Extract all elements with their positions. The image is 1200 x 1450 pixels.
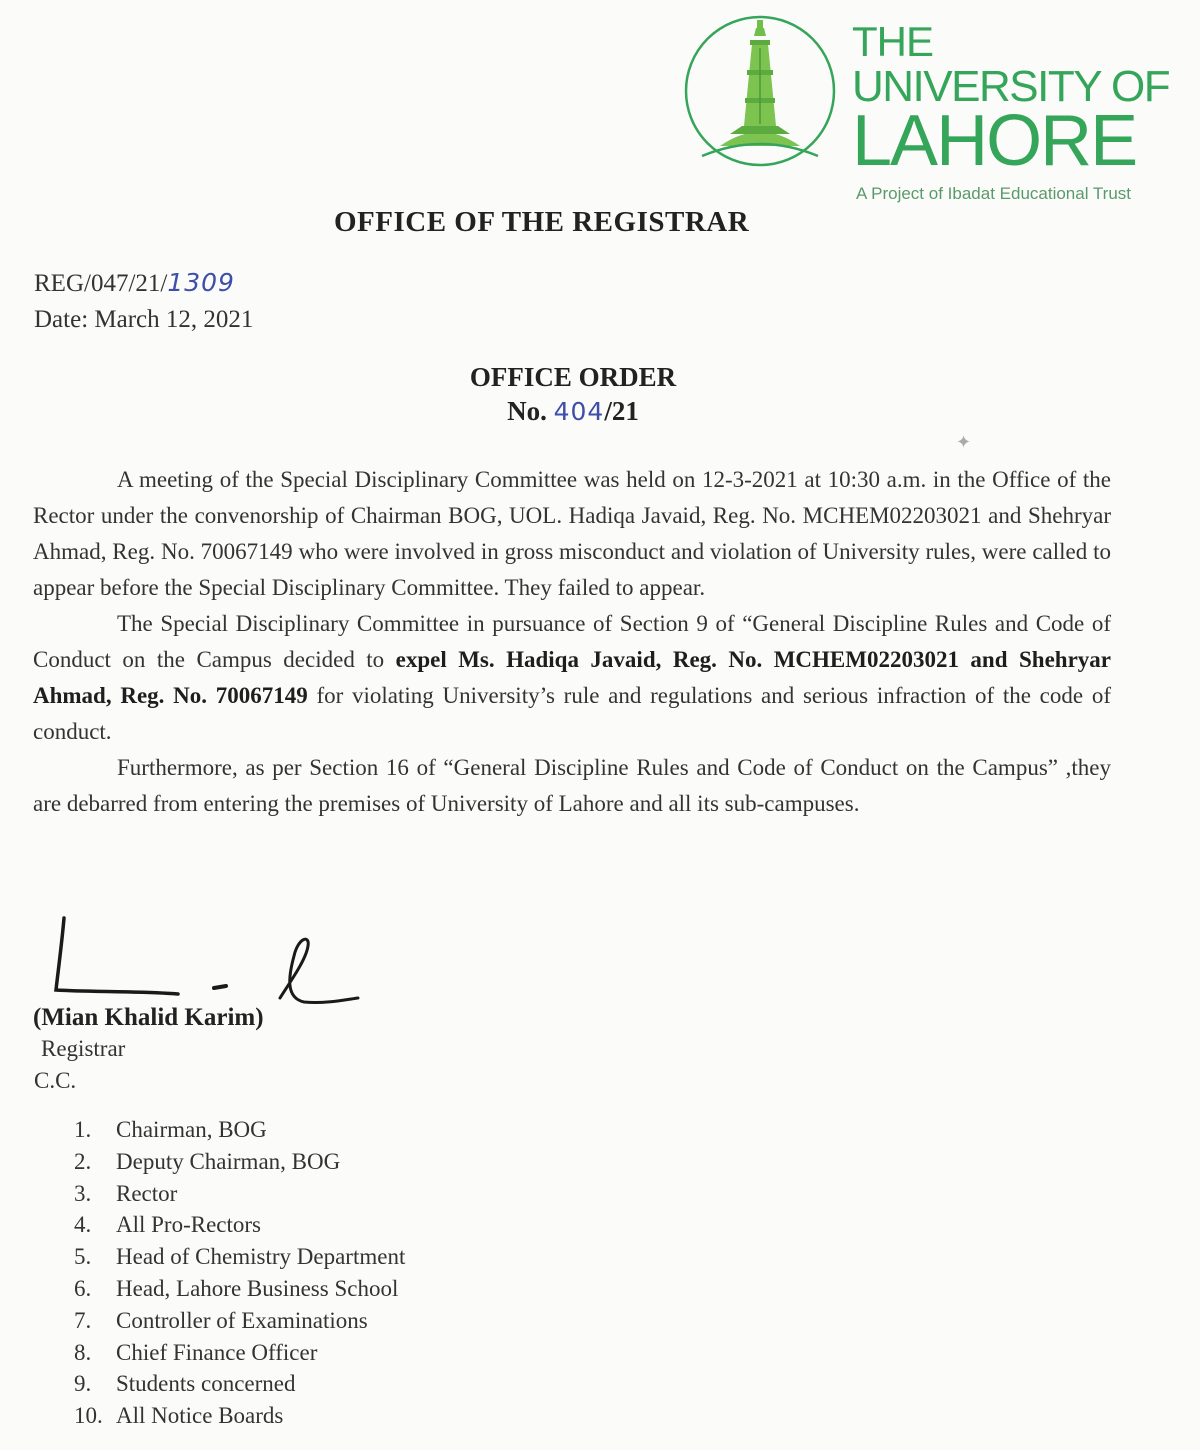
cc-item-number: 3. xyxy=(74,1180,92,1206)
cc-item-label: Head of Chemistry Department xyxy=(116,1244,406,1270)
order-title: OFFICE ORDER xyxy=(469,362,677,392)
cc-item-label: Students concerned xyxy=(116,1371,296,1397)
cc-item-number: 1. xyxy=(74,1117,92,1142)
handwritten-order-number: 404 xyxy=(553,397,605,426)
logo-the: THE xyxy=(852,18,933,65)
list-item xyxy=(74,1273,405,1305)
registrar-signature-icon xyxy=(28,912,368,1012)
handwritten-reference-number: 1309 xyxy=(167,268,235,297)
para2-start: The Special Disciplinary Committee in pursuance of Section 9 of “General Discipline Rules and Code of Conduct on the Campus decided to xyxy=(33,611,1111,672)
signatory-name: (Mian Khalid Karim) xyxy=(33,1004,264,1031)
reference-number xyxy=(34,268,235,298)
cc-item-label: All Notice Boards xyxy=(116,1403,284,1429)
para2-bold: expel Ms. Hadiqa Javaid, Reg. No. MCHEM02203021 and Shehryar Ahmad, Reg. No. 70067149 xyxy=(33,647,1111,708)
cc-item-number: 10. xyxy=(74,1403,103,1429)
list-item xyxy=(74,1400,405,1432)
cc-item-label: Head, Lahore Business School xyxy=(116,1275,399,1301)
list-item xyxy=(74,1178,405,1210)
body-paragraph-2 xyxy=(33,606,1111,750)
order-number-prefix: No. xyxy=(507,396,554,426)
logo-tagline: A Project of Ibadat Educational Trust xyxy=(856,184,1131,203)
logo-wordmark xyxy=(852,18,1170,181)
list-item xyxy=(74,1241,405,1273)
university-logo xyxy=(680,14,1200,214)
reference-prefix: REG/047/21/ xyxy=(34,270,168,297)
cc-item-number: 7. xyxy=(74,1307,92,1333)
cc-item-label: Controller of Examinations xyxy=(116,1307,368,1333)
cc-list xyxy=(74,1114,405,1432)
list-item xyxy=(74,1114,405,1146)
cc-item-number: 2. xyxy=(74,1148,92,1174)
order-body xyxy=(33,462,1111,822)
cc-item-label: Chief Finance Officer xyxy=(116,1339,318,1365)
scan-mark-icon: ✦ xyxy=(956,432,972,453)
cc-item-label: All Pro-Rectors xyxy=(116,1212,262,1238)
cc-item-number: 4. xyxy=(74,1212,92,1238)
cc-label: C.C. xyxy=(34,1068,77,1093)
list-item xyxy=(74,1368,405,1400)
body-paragraph-1: A meeting of the Special Disciplinary Committee was held on 12-3-2021 at 10:30 a.m. in the Office of the Rector under the convenorship of Chairman BOG, UOL. Hadiqa Javaid, Reg. No. MCHEM02203021 and Shehryar Ahmad, Reg. No. 70067149 who were involved in gross misconduct and violation of University rules, were called to appear before the Special Disciplinary Committee. They failed to appear. xyxy=(33,467,1111,600)
order-number-suffix: /21 xyxy=(604,396,639,426)
cc-item-label: Deputy Chairman, BOG xyxy=(116,1148,341,1174)
cc-item-label: Rector xyxy=(116,1180,178,1206)
cc-item-number: 5. xyxy=(74,1244,92,1270)
para2-end: for violating University’s rule and regulations and serious infraction of the code of conduct. xyxy=(33,683,1111,744)
logo-lahore: LAHORE xyxy=(852,101,1137,181)
cc-item-number: 8. xyxy=(74,1339,92,1365)
order-number xyxy=(0,396,1146,427)
list-item xyxy=(74,1209,405,1241)
document-date: Date: March 12, 2021 xyxy=(34,306,254,333)
cc-item-number: 6. xyxy=(74,1275,92,1301)
cc-item-number: 9. xyxy=(74,1371,92,1397)
list-item xyxy=(74,1146,405,1178)
minar-e-pakistan-emblem-icon xyxy=(680,14,840,168)
office-heading: OFFICE OF THE REGISTRAR xyxy=(334,206,750,238)
logo-university-of: UNIVERSITY OF xyxy=(852,62,1170,111)
body-paragraph-3: Furthermore, as per Section 16 of “General Discipline Rules and Code of Conduct on the Campus” ,they are debarred from entering the premises of University of Lahore and all its sub-campuses. xyxy=(33,755,1111,816)
list-item xyxy=(74,1337,405,1369)
signatory-title: Registrar xyxy=(41,1036,126,1061)
list-item xyxy=(74,1305,405,1337)
cc-item-label: Chairman, BOG xyxy=(116,1117,267,1142)
